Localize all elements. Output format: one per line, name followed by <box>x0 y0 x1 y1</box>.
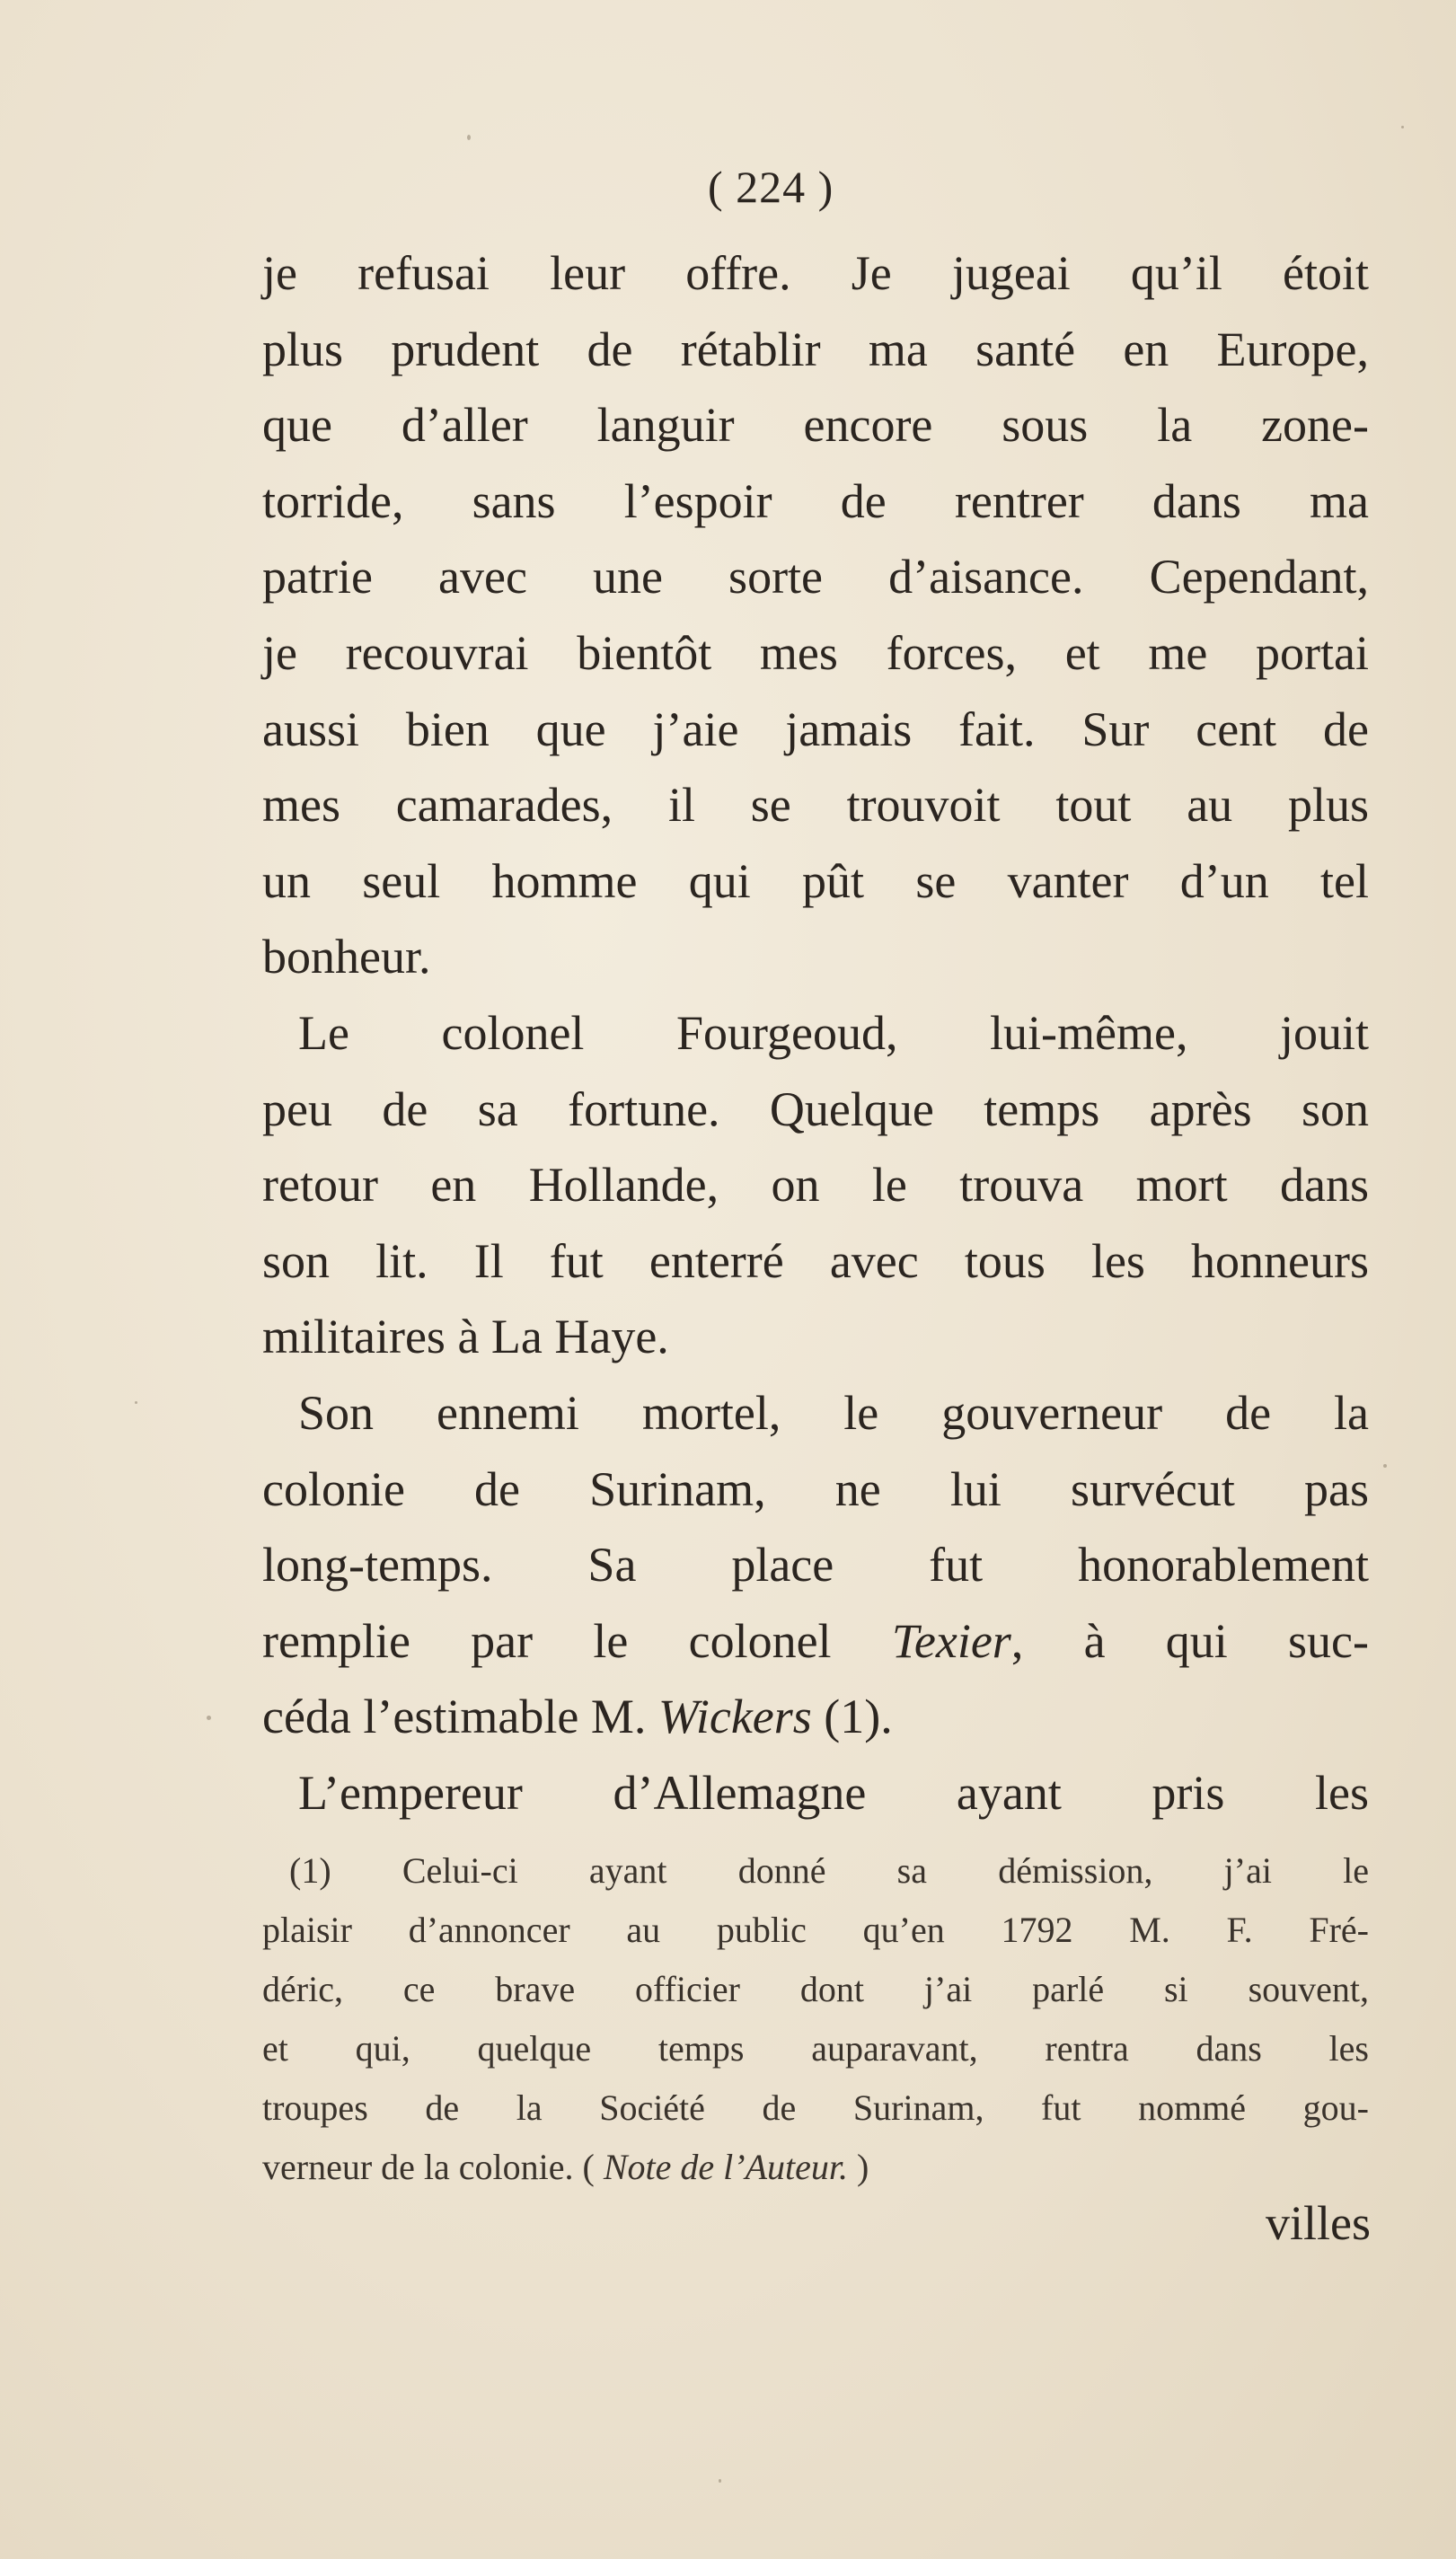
footnote-line: déric, ce brave officier dont j’ai parlé si souvent, <box>262 1969 1369 2009</box>
text-line: je refusai leur offre. Je jugeai qu’il étoit <box>262 246 1369 300</box>
text-line: colonie de Surinam, ne lui survécut pas <box>262 1461 1369 1516</box>
text-line: Le colonel Fourgeoud, lui-même, jouit <box>298 1005 1369 1060</box>
italic-name: Wickers <box>657 1690 812 1744</box>
footnote-line: et qui, quelque temps auparavant, rentra dans les <box>262 2028 1369 2069</box>
text-line: aussi bien que j’aie jamais fait. Sur cent de <box>262 702 1369 756</box>
text-segment: ) <box>848 2147 869 2187</box>
page-number: ( 224 ) <box>708 162 834 212</box>
text-line: que d’aller languir encore sous la zone- <box>262 398 1369 453</box>
text-line-mixed <box>262 1679 1369 1755</box>
text-segment: remplie par le colonel <box>262 1613 832 1668</box>
text-line: Son ennemi mortel, le gouverneur de la <box>298 1385 1369 1440</box>
text-line: patrie avec une sorte d’aisance. Cependant, <box>262 550 1369 604</box>
text-line-mixed <box>262 1603 1369 1680</box>
paper-speck <box>467 135 471 140</box>
text-line: L’empereur d’Allemagne ayant pris les <box>298 1765 1369 1820</box>
text-line: retour en Hollande, on le trouva mort dans <box>262 1158 1369 1213</box>
footnote-line: plaisir d’annoncer au public qu’en 1792 M. F. Fré- <box>262 1910 1369 1950</box>
text-line: long-temps. Sa place fut honorablement <box>262 1538 1369 1593</box>
text-segment: verneur de la colonie. ( <box>262 2147 595 2187</box>
text-segment: céda l’estimable M. <box>262 1690 647 1744</box>
footnote-line: (1) Celui-ci ayant donné sa démission, j’ai le <box>289 1850 1369 1891</box>
paper-speck <box>1401 126 1404 128</box>
footnote <box>262 1841 1369 2197</box>
text-line: peu de sa fortune. Quelque temps après son <box>262 1081 1369 1136</box>
text-segment: (1). <box>811 1690 893 1744</box>
paper-speck <box>207 1716 211 1720</box>
text-line: torride, sans l’espoir de rentrer dans ma <box>262 473 1369 528</box>
text-line: un seul homme qui pût se vanter d’un tel <box>262 853 1369 908</box>
footnote-line: troupes de la Société de Surinam, fut nommé gou- <box>262 2087 1369 2128</box>
text-line: mes camarades, il se trouvoit tout au plus <box>262 778 1369 833</box>
paper-speck <box>135 1401 137 1404</box>
text-line: plus prudent de rétablir ma santé en Europe, <box>262 322 1369 376</box>
text-line: militaires à La Haye. <box>262 1310 669 1364</box>
text-line: bonheur. <box>262 930 431 984</box>
author-note: Note de l’Auteur. <box>603 2147 848 2187</box>
catchword: villes <box>1266 2196 1371 2250</box>
text-line: je recouvrai bientôt mes forces, et me portai <box>262 625 1369 680</box>
paper-speck <box>719 2479 721 2483</box>
text-line: son lit. Il fut enterré avec tous les honneurs <box>262 1233 1369 1288</box>
footnote-line-mixed <box>262 2138 1369 2197</box>
text-segment: , à qui suc- <box>1010 1613 1370 1668</box>
body-text <box>262 235 1369 1831</box>
italic-name: Texier <box>891 1613 1011 1668</box>
paper-speck <box>1383 1464 1387 1468</box>
